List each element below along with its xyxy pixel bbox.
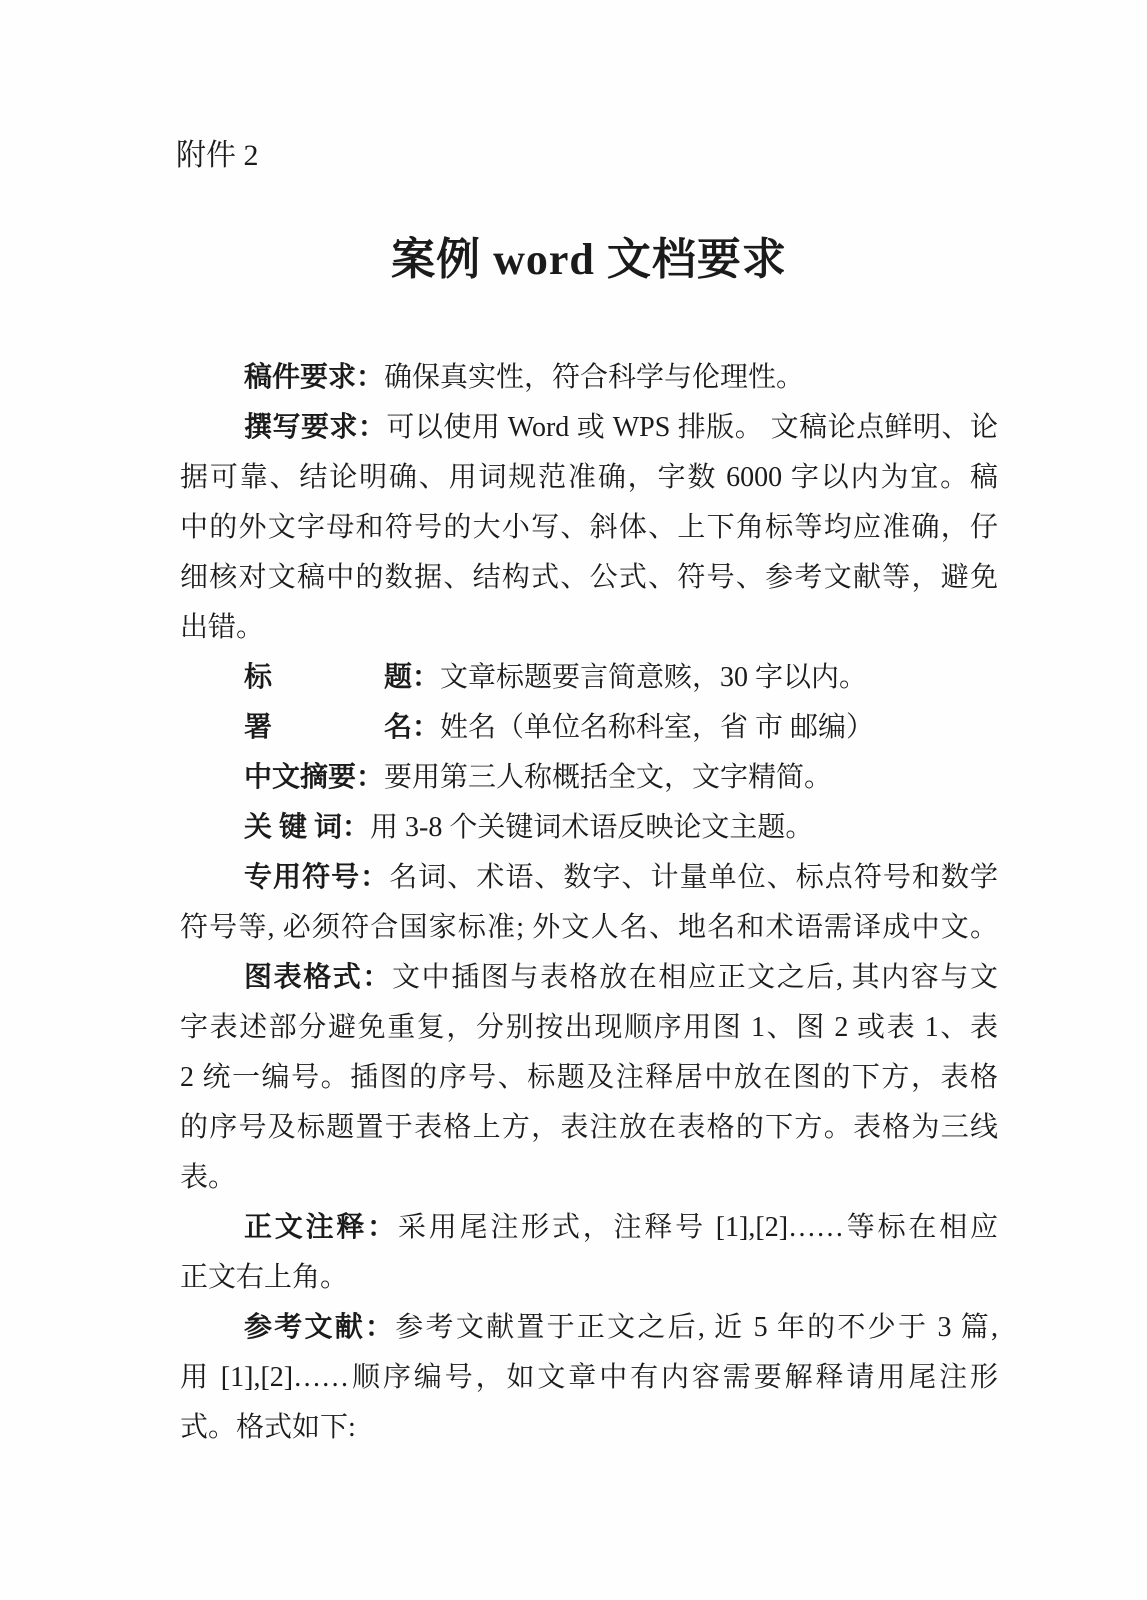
label-signature: 署 名：	[244, 712, 441, 743]
page-title: 案例 word 文档要求	[391, 235, 787, 284]
label-title-field: 标 题：	[244, 662, 441, 693]
line-text: 正文右上角。	[180, 1262, 349, 1293]
text-line	[180, 1353, 998, 1403]
paragraph-writing-requirements	[180, 403, 998, 453]
line-text: 名词、术语、数字、计量单位、标点符号和数学	[389, 862, 998, 893]
line-text: 据可靠、结论明确、用词规范准确，字数 6000 字以内为宜。稿	[180, 462, 998, 493]
text-line	[180, 1003, 998, 1053]
paragraph-chinese-abstract	[180, 753, 998, 803]
text-line	[180, 1153, 998, 1203]
line-text: 文中插图与表格放在相应正文之后, 其内容与文	[392, 962, 998, 993]
text-line	[180, 453, 998, 503]
paragraph-text-notes	[180, 1203, 998, 1253]
label-chinese-abstract: 中文摘要：	[244, 762, 385, 793]
paragraph-manuscript-requirements	[180, 353, 998, 403]
line-text: 采用尾注形式，注释号 [1],[2]……等标在相应	[397, 1212, 998, 1243]
label-text-notes: 正文注释：	[244, 1212, 398, 1243]
text-line	[180, 1053, 998, 1103]
line-text: 用 3-8 个关键词术语反映论文主题。	[370, 812, 814, 843]
attachment-label: 附件 2	[176, 139, 259, 172]
paragraph-special-symbols	[180, 853, 998, 903]
text-line	[180, 603, 998, 653]
paragraph-figure-table-format	[180, 953, 998, 1003]
line-text: 参考文献置于正文之后, 近 5 年的不少于 3 篇,	[395, 1312, 998, 1343]
line-text: 表。	[180, 1162, 237, 1193]
line-text: 细核对文稿中的数据、结构式、公式、符号、参考文献等，避免	[180, 562, 998, 593]
document-body	[180, 353, 998, 1453]
line-text: 式。格式如下:	[180, 1412, 356, 1443]
line-text: 用 [1],[2]……顺序编号，如文章中有内容需要解释请用尾注形	[180, 1362, 998, 1393]
line-text: 确保真实性，符合科学与伦理性。	[384, 362, 805, 393]
paragraph-references	[180, 1303, 998, 1353]
label-references: 参考文献：	[244, 1312, 396, 1343]
line-text: 符号等, 必须符合国家标准; 外文人名、地名和术语需译成中文。	[180, 912, 998, 943]
text-line	[180, 903, 998, 953]
line-text: 的序号及标题置于表格上方，表注放在表格的下方。表格为三线	[180, 1112, 998, 1143]
line-text: 出错。	[180, 612, 265, 643]
text-line	[180, 1103, 998, 1153]
line-text: 文章标题要言简意赅，30 字以内。	[440, 662, 868, 693]
label-manuscript-requirements: 稿件要求：	[244, 362, 385, 393]
paragraph-keywords	[180, 803, 998, 853]
text-line	[180, 503, 998, 553]
line-text: 要用第三人称概括全文，文字精简。	[384, 762, 833, 793]
line-text: 2 统一编号。插图的序号、标题及注释居中放在图的下方，表格	[180, 1062, 998, 1093]
line-text: 姓名（单位名称科室，省 市 邮编）	[440, 712, 875, 743]
label-special-symbols: 专用符号：	[244, 862, 390, 893]
line-text: 中的外文字母和符号的大小写、斜体、上下角标等均应准确，仔	[180, 512, 998, 543]
label-writing-requirements: 撰写要求：	[244, 412, 387, 443]
line-text: 字表述部分避免重复，分别按出现顺序用图 1、图 2 或表 1、表	[180, 1012, 998, 1043]
text-line	[180, 1403, 998, 1453]
text-line	[180, 1253, 998, 1303]
paragraph-signature	[180, 703, 998, 753]
label-figure-table-format: 图表格式：	[244, 962, 392, 993]
paragraph-title-field	[180, 653, 998, 703]
line-text: 可以使用 Word 或 WPS 排版。 文稿论点鲜明、论	[386, 412, 998, 443]
text-line	[180, 553, 998, 603]
label-keywords: 关 键 词：	[244, 812, 371, 843]
